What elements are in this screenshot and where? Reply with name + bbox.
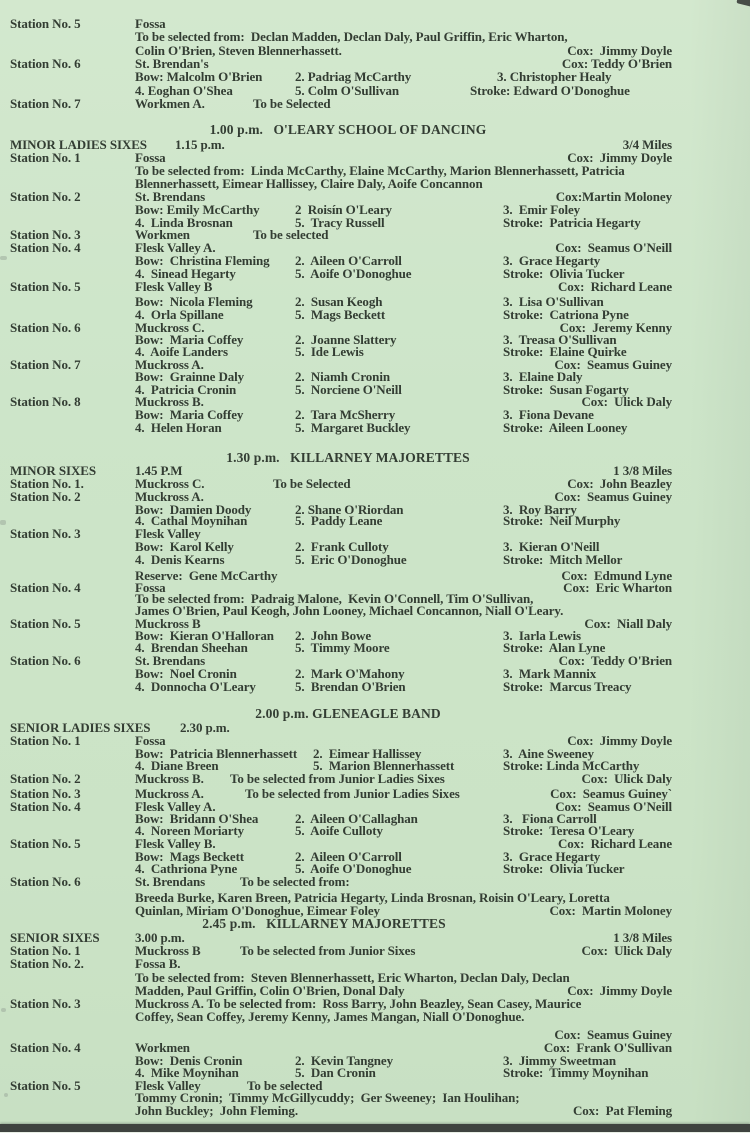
seat-4: 4. Linda Brosnan bbox=[135, 215, 233, 230]
seat-3: 3. Treasa O'Sullivan bbox=[503, 332, 617, 347]
seat-4: 4. Cathal Moynihan bbox=[135, 513, 248, 528]
station-label: Station No. 5 bbox=[10, 1078, 81, 1093]
station-label: Station No. 5 bbox=[10, 616, 81, 631]
race-time: 3.00 p.m. bbox=[135, 930, 185, 945]
club-name: Fossa B. bbox=[135, 956, 181, 971]
seat-stroke: Stroke: Elaine Quirke bbox=[503, 344, 627, 359]
text-line bbox=[0, 680, 750, 694]
cox: Cox: Jeremy Kenny bbox=[559, 320, 672, 335]
seat-2: 2. Susan Keogh bbox=[295, 294, 383, 309]
race-time: 1.15 p.m. bbox=[175, 137, 225, 152]
seat-5: 5. Ide Lewis bbox=[295, 344, 364, 359]
seat-3: 3. Iarla Lewis bbox=[503, 628, 581, 643]
club-name: Fossa bbox=[135, 16, 166, 31]
club-name: St. Brendans bbox=[135, 189, 206, 204]
club-name: Fossa bbox=[135, 150, 166, 165]
selection-note: To be selected from: Steven Blennerhassett, Eric Wharton, Declan Daly, Declan bbox=[135, 970, 570, 985]
club-name: Muckross C. bbox=[135, 320, 205, 335]
event-header: 2.00 p.m. GLENEAGLE BAND bbox=[255, 706, 441, 721]
cox: Cox: Ulick Daly bbox=[581, 943, 672, 958]
selection-names: Breeda Burke, Karen Breen, Patricia Hegarty, Linda Brosnan, Roisin O'Leary, Loretta bbox=[135, 890, 610, 905]
event-header-line bbox=[0, 123, 750, 137]
station-label: Station No. 8 bbox=[10, 394, 81, 409]
seat-stroke: Stroke: Olivia Tucker bbox=[503, 266, 625, 281]
seat-2: 2. Mark O'Mahony bbox=[295, 666, 405, 681]
cox: Cox: Teddy O'Brien bbox=[561, 56, 672, 71]
event-header: 1.30 p.m. KILLARNEY MAJORETTES bbox=[226, 450, 470, 465]
club-name: Muckross B. bbox=[135, 394, 204, 409]
selection-names: Tommy Cronin; Timmy McGillycuddy; Ger Sweeney; Ian Houlihan; bbox=[135, 1090, 520, 1105]
seat-2: 2. Shane O'Riordan bbox=[295, 502, 404, 517]
cox: Cox: Jimmy Doyle bbox=[567, 983, 672, 998]
seat-5: 5. Margaret Buckley bbox=[295, 420, 411, 435]
race-title: MINOR LADIES SIXES bbox=[10, 137, 147, 152]
club-name: Flesk Valley B. bbox=[135, 836, 216, 851]
text-line bbox=[0, 1066, 750, 1080]
seat-4: 4. Donnocha O'Leary bbox=[135, 679, 256, 694]
event-header: 2.45 p.m. KILLARNEY MAJORETTES bbox=[202, 916, 446, 931]
seat-bow: Bow: Grainne Daly bbox=[135, 369, 245, 384]
seat-2: 2. Tara McSherry bbox=[295, 407, 396, 422]
seat-stroke: Stroke: Marcus Treacy bbox=[503, 679, 632, 694]
club-name: Muckross B. bbox=[135, 771, 204, 786]
club-name: Muckross A. bbox=[135, 786, 204, 801]
station-label: Station No. 3 bbox=[10, 786, 81, 801]
station-label: Station No. 3 bbox=[10, 526, 81, 541]
station-label: Station No. 1 bbox=[10, 943, 81, 958]
seat-4: 4. Mike Moynihan bbox=[135, 1065, 239, 1080]
club-name: Workmen bbox=[135, 1040, 190, 1055]
cox: Cox: Eric Wharton bbox=[563, 580, 672, 595]
text-line bbox=[0, 1104, 750, 1118]
station-label: Station No. 1 bbox=[10, 150, 81, 165]
seat-5: 5. Paddy Leane bbox=[295, 513, 383, 528]
selection-note: To be selected from: Declan Madden, Declan Daly, Paul Griffin, Eric Wharton, bbox=[135, 29, 568, 44]
seat-5: 5. Brendan O'Brien bbox=[295, 679, 406, 694]
cox: Cox: Seamus Guiney bbox=[554, 357, 672, 372]
station-label: Station No. 6 bbox=[10, 653, 81, 668]
distance: 1 3/8 Miles bbox=[613, 930, 672, 945]
seat-bow: Bow: Kieran O'Halloran bbox=[135, 628, 274, 643]
seat-bow: Bow: Christina Fleming bbox=[135, 253, 270, 268]
text-line bbox=[0, 875, 750, 889]
seat-5: 5. Dan Cronin bbox=[295, 1065, 376, 1080]
seat-stroke: Stroke: Aileen Looney bbox=[503, 420, 628, 435]
selection-note: To be selected from Junior Ladies Sixes bbox=[245, 786, 460, 801]
seat-4: 4. Noreen Moriarty bbox=[135, 823, 245, 838]
station-label: Station No. 2 bbox=[10, 489, 81, 504]
seat-2: 2. Aileen O'Carroll bbox=[295, 253, 402, 268]
selection-names: John Buckley; John Fleming. bbox=[135, 1103, 298, 1118]
text-line bbox=[0, 862, 750, 876]
seat-bow: Bow: Bridann O'Shea bbox=[135, 811, 259, 826]
club-name: Workmen A. bbox=[135, 96, 205, 111]
seat-5: 5. Marion Blennerhassett bbox=[313, 758, 455, 773]
event-header-line bbox=[0, 707, 750, 721]
cox: Cox: Edmund Lyne bbox=[561, 568, 672, 583]
event-header: 1.00 p.m. O'LEARY SCHOOL OF DANCING bbox=[209, 122, 487, 137]
seat-3: 3. Grace Hegarty bbox=[503, 849, 601, 864]
station-label: Station No. 7 bbox=[10, 96, 81, 111]
text-line bbox=[0, 30, 750, 44]
seat-3: 3. Elaine Daly bbox=[503, 369, 583, 384]
club-name: St. Brendans bbox=[135, 653, 206, 668]
station-label: Station No. 2 bbox=[10, 771, 81, 786]
selection-names: Quinlan, Miriam O'Donoghue, Eimear Foley bbox=[135, 903, 380, 918]
seat-2: 2. Aileen O'Callaghan bbox=[295, 811, 418, 826]
station-label: Station No. 5 bbox=[10, 279, 81, 294]
station-label: Station No. 3 bbox=[10, 996, 81, 1011]
seat-stroke: Stroke: Catriona Pyne bbox=[503, 307, 629, 322]
cox: Cox: Ulick Daly bbox=[581, 771, 672, 786]
cox: Cox: Frank O'Sullivan bbox=[543, 1040, 672, 1055]
station-label: Station No. 3 bbox=[10, 227, 81, 242]
seat-4: 4. Patricia Cronin bbox=[135, 382, 237, 397]
cox: Cox: Jimmy Doyle bbox=[567, 43, 672, 58]
selection-note: Muckross A. To be selected from: Ross Barry, John Beazley, Sean Casey, Maurice bbox=[135, 996, 582, 1011]
club-name: Muckross A. bbox=[135, 489, 204, 504]
station-label: Station No. 4 bbox=[10, 799, 81, 814]
text-line bbox=[0, 1010, 750, 1024]
text-line bbox=[0, 957, 750, 971]
station-label: Station No. 4 bbox=[10, 240, 81, 255]
seat-stroke: Stroke: Edward O'Donoghue bbox=[470, 83, 630, 98]
seat-bow: Bow: Maria Coffey bbox=[135, 407, 244, 422]
seat-4: 4. Brendan Sheehan bbox=[135, 640, 248, 655]
distance: 3/4 Miles bbox=[622, 137, 672, 152]
seat-stroke: Stroke: Patricia Hegarty bbox=[503, 215, 641, 230]
text-line bbox=[0, 553, 750, 567]
seat-reserve: Reserve: Gene McCarthy bbox=[135, 568, 278, 583]
seat-2: 2. Joanne Slattery bbox=[295, 332, 397, 347]
station-label: Station No. 5 bbox=[10, 16, 81, 31]
seat-2: 2. Frank Culloty bbox=[295, 539, 389, 554]
station-label: Station No. 5 bbox=[10, 836, 81, 851]
seat-5: 5. Colm O'Sullivan bbox=[295, 83, 400, 98]
station-label: Station No. 2. bbox=[10, 956, 84, 971]
seat-2: 2. Niamh Cronin bbox=[295, 369, 390, 384]
cox: Cox: Seamus Guiney` bbox=[550, 786, 672, 801]
text-line bbox=[0, 280, 750, 294]
selection-note: To be selected from Junior Sixes bbox=[240, 943, 416, 958]
club-name: Muckross B bbox=[135, 616, 201, 631]
seat-3: 3. Emir Foley bbox=[503, 202, 581, 217]
selection-names: James O'Brien, Paul Keogh, John Looney, Michael Concannon, Niall O'Leary. bbox=[135, 603, 564, 618]
seat-3: 3. Jimmy Sweetman bbox=[503, 1053, 617, 1068]
station-label: Station No. 4 bbox=[10, 1040, 81, 1055]
selection-note: To be selected from: Linda McCarthy, Elaine McCarthy, Marion Blennerhassett, Patricia bbox=[135, 163, 625, 178]
seat-2: 2. John Bowe bbox=[295, 628, 371, 643]
station-label: Station No. 6 bbox=[10, 320, 81, 335]
selection-names: Coffey, Sean Coffey, Jeremy Kenny, James Mangan, Niall O'Donoghue. bbox=[135, 1009, 525, 1024]
cox: Cox: Pat Fleming bbox=[572, 1103, 672, 1118]
club-name: Fossa bbox=[135, 580, 166, 595]
seat-5: 5. Timmy Moore bbox=[295, 640, 390, 655]
seat-5: 5. Aoife O'Donoghue bbox=[295, 861, 412, 876]
cox: Cox: Niall Daly bbox=[584, 616, 672, 631]
seat-2: 2. Kevin Tangney bbox=[295, 1053, 393, 1068]
seat-bow: Bow: Maria Coffey bbox=[135, 332, 244, 347]
station-label: Station No. 1. bbox=[10, 476, 84, 491]
seat-5: 5. Tracy Russell bbox=[295, 215, 385, 230]
seat-stroke: Stroke: Mitch Mellor bbox=[503, 552, 623, 567]
selection-note: To be Selected bbox=[273, 476, 351, 491]
seat-3: 3. Fiona Carroll bbox=[503, 811, 597, 826]
club-name: Flesk Valley bbox=[135, 1078, 201, 1093]
seat-stroke: Stroke: Alan Lyne bbox=[503, 640, 606, 655]
seat-2: 2. Padriag McCarthy bbox=[295, 69, 412, 84]
cox: Cox: Seamus O'Neill bbox=[555, 240, 672, 255]
seat-stroke: Stroke: Teresa O'Leary bbox=[503, 823, 635, 838]
seat-stroke: Stroke: Olivia Tucker bbox=[503, 861, 625, 876]
club-name: Muckross B bbox=[135, 943, 201, 958]
text-line bbox=[0, 944, 750, 958]
seat-4: 4. Denis Kearns bbox=[135, 552, 225, 567]
seat-bow: Bow: Mags Beckett bbox=[135, 849, 245, 864]
seat-bow: Bow: Emily McCarthy bbox=[135, 202, 260, 217]
seat-4: 4. Diane Breen bbox=[135, 758, 219, 773]
distance: 1 3/8 Miles bbox=[613, 463, 672, 478]
seat-3: 3. Kieran O'Neill bbox=[503, 539, 600, 554]
club-name: St. Brendans bbox=[135, 874, 206, 889]
selection-note: To be selected bbox=[247, 1078, 323, 1093]
seat-4: 4. Orla Spillane bbox=[135, 307, 224, 322]
seat-3: 3. Fiona Devane bbox=[503, 407, 594, 422]
seat-bow: Bow: Patricia Blennerhassett bbox=[135, 746, 298, 761]
seat-bow: Bow: Denis Cronin bbox=[135, 1053, 243, 1068]
text-line bbox=[0, 421, 750, 435]
station-label: Station No. 6 bbox=[10, 874, 81, 889]
seat-3: 3. Mark Mannix bbox=[503, 666, 597, 681]
cox: Cox: Ulick Daly bbox=[581, 394, 672, 409]
race-title: SENIOR LADIES SIXES bbox=[10, 720, 151, 735]
scan-smudge bbox=[0, 256, 7, 260]
station-label: Station No. 6 bbox=[10, 56, 81, 71]
cox: Cox: Martin Moloney bbox=[549, 903, 672, 918]
scan-smudge bbox=[0, 520, 6, 525]
station-label: Station No. 2 bbox=[10, 189, 81, 204]
cox: Cox: Richard Leane bbox=[557, 836, 672, 851]
selection-note: To be selected from Junior Ladies Sixes bbox=[230, 771, 445, 786]
club-name: Flesk Valley B bbox=[135, 279, 213, 294]
seat-5: 5. Aoife O'Donoghue bbox=[295, 266, 412, 281]
seat-4: 4. Sinead Hegarty bbox=[135, 266, 236, 281]
text-line bbox=[0, 97, 750, 111]
seat-5: 5. Norciene O'Neill bbox=[295, 382, 402, 397]
seat-3: 3. Roy Barry bbox=[503, 502, 577, 517]
cox: Cox:Martin Moloney bbox=[555, 189, 672, 204]
club-name: Muckross C. bbox=[135, 476, 205, 491]
cox: Cox: Jimmy Doyle bbox=[567, 733, 672, 748]
text-line bbox=[0, 70, 750, 84]
selection-names: Blennerhassett, Eimear Hallissey, Claire Daly, Aoife Concannon bbox=[135, 176, 483, 191]
cox: Cox: John Beazley bbox=[567, 476, 672, 491]
cox: Cox: Seamus Guiney bbox=[554, 489, 672, 504]
selection-note: To be selected from: Padraig Malone, Kevin O'Connell, Tim O'Sullivan, bbox=[135, 591, 534, 606]
club-name: Fossa bbox=[135, 733, 166, 748]
seat-3: 3. Christopher Healy bbox=[497, 69, 612, 84]
page-bottom-edge-bar bbox=[0, 1124, 750, 1132]
selection-note: To be selected bbox=[253, 227, 329, 242]
club-name: Muckross A. bbox=[135, 357, 204, 372]
text-line bbox=[0, 84, 750, 98]
seat-5: 5. Aoife Culloty bbox=[295, 823, 383, 838]
scan-smudge bbox=[4, 1093, 8, 1097]
seat-bow: Bow: Noel Cronin bbox=[135, 666, 237, 681]
seat-4: 4. Aoife Landers bbox=[135, 344, 228, 359]
seat-4: 4. Eoghan O'Shea bbox=[135, 83, 233, 98]
seat-5: 5. Eric O'Donoghue bbox=[295, 552, 407, 567]
race-title: MINOR SIXES bbox=[10, 463, 96, 478]
seat-bow: Bow: Karol Kelly bbox=[135, 539, 234, 554]
seat-bow: Bow: Malcolm O'Brien bbox=[135, 69, 263, 84]
text-line bbox=[0, 772, 750, 786]
selection-note: To be Selected bbox=[253, 96, 331, 111]
seat-2: 2. Eimear Hallissey bbox=[313, 746, 422, 761]
selection-names: Colin O'Brien, Steven Blennerhassett. bbox=[135, 43, 342, 58]
cox: Cox: Seamus Guiney bbox=[554, 1027, 672, 1042]
station-label: Station No. 4 bbox=[10, 580, 81, 595]
race-time: 1.45 P.M bbox=[135, 463, 183, 478]
seat-2: 2 Roisín O'Leary bbox=[295, 202, 392, 217]
selection-note: To be selected from: bbox=[240, 874, 350, 889]
seat-4: 4. Helen Horan bbox=[135, 420, 222, 435]
text-line bbox=[0, 514, 750, 528]
station-label: Station No. 1 bbox=[10, 733, 81, 748]
seat-stroke: Stroke: Susan Fogarty bbox=[503, 382, 629, 397]
cox: Cox: Richard Leane bbox=[557, 279, 672, 294]
seat-4: 4. Cathriona Pyne bbox=[135, 861, 238, 876]
seat-stroke: Stroke: Linda McCarthy bbox=[503, 758, 640, 773]
race-time: 2.30 p.m. bbox=[180, 720, 230, 735]
cox: Cox: Jimmy Doyle bbox=[567, 150, 672, 165]
selection-names: Madden, Paul Griffin, Colin O'Brien, Donal Daly bbox=[135, 983, 405, 998]
event-header-line bbox=[0, 917, 750, 931]
seat-3: 3. Grace Hegarty bbox=[503, 253, 601, 268]
club-name: Flesk Valley A. bbox=[135, 799, 216, 814]
seat-stroke: Stroke: Timmy Moynihan bbox=[503, 1065, 649, 1080]
scan-smudge bbox=[1, 1008, 6, 1012]
club-name: St. Brendan's bbox=[135, 56, 209, 71]
seat-5: 5. Mags Beckett bbox=[295, 307, 386, 322]
club-name: Flesk Valley bbox=[135, 526, 201, 541]
seat-bow: Bow: Damien Doody bbox=[135, 502, 252, 517]
club-name: Workmen bbox=[135, 227, 190, 242]
club-name: Flesk Valley A. bbox=[135, 240, 216, 255]
seat-bow: Bow: Nicola Fleming bbox=[135, 294, 253, 309]
race-title: SENIOR SIXES bbox=[10, 930, 100, 945]
seat-3: 3. Lisa O'Sullivan bbox=[503, 294, 604, 309]
cox: Cox: Seamus O'Neill bbox=[555, 799, 672, 814]
station-label: Station No. 7 bbox=[10, 357, 81, 372]
seat-3: 3. Aine Sweeney bbox=[503, 746, 594, 761]
cox: Cox: Teddy O'Brien bbox=[558, 653, 672, 668]
seat-stroke: Stroke: Neil Murphy bbox=[503, 513, 621, 528]
seat-2: 2. Aileen O'Carroll bbox=[295, 849, 402, 864]
